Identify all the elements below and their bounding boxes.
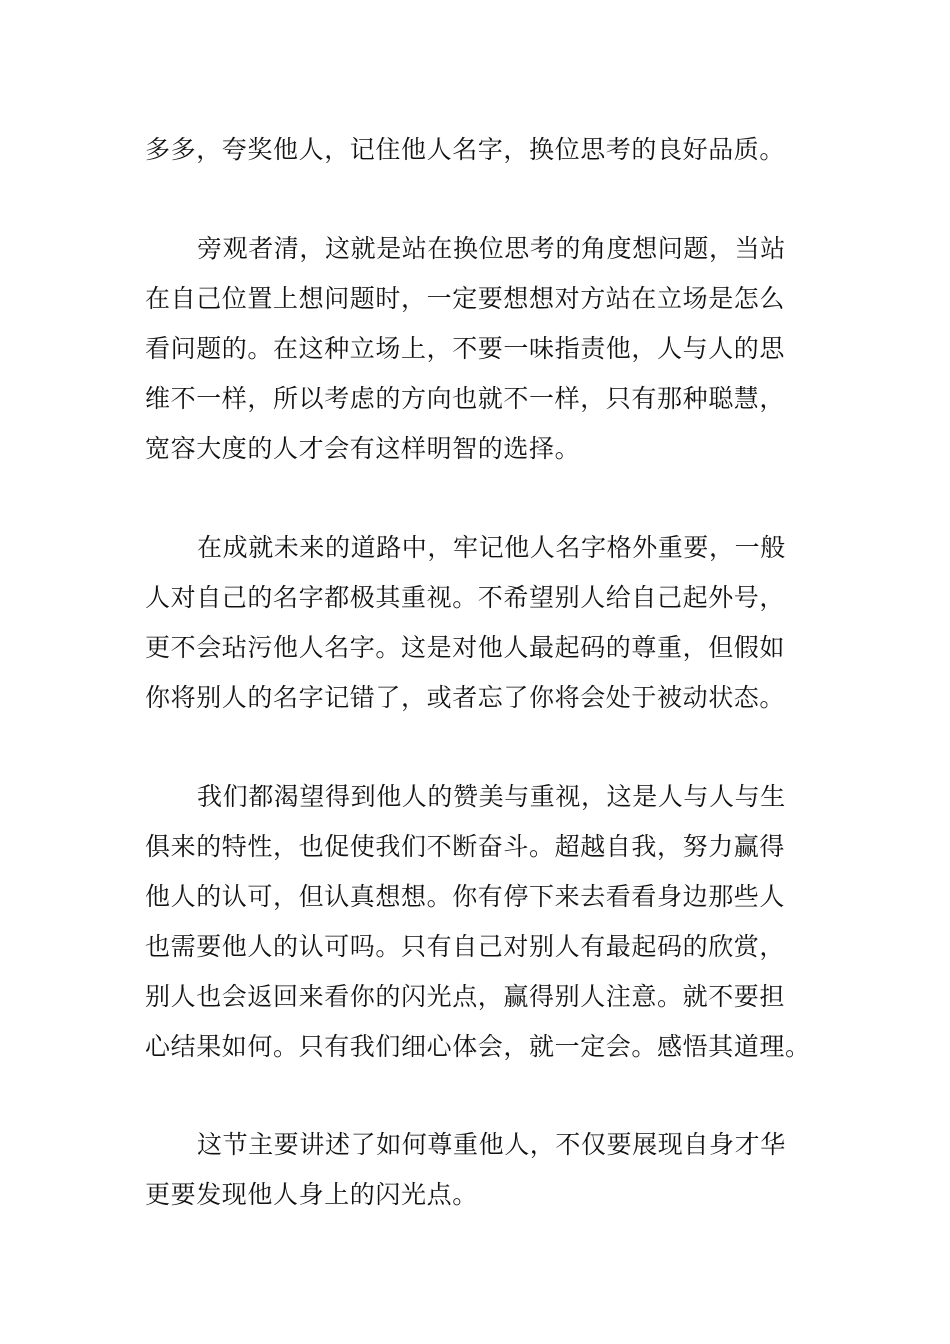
paragraph-3-line-4: 你将别人的名字记错了，或者忘了你将会处于被动状态。 — [145, 683, 786, 712]
paragraph-4-line-5: 别人也会返回来看你的闪光点，赢得别人注意。就不要担 — [145, 982, 786, 1011]
paragraph-3-line-1: 在成就未来的道路中，牢记他人名字格外重要，一般 — [197, 533, 786, 562]
paragraph-4-line-2: 俱来的特性，也促使我们不断奋斗。超越自我，努力赢得 — [145, 832, 786, 861]
paragraph-5-line-1: 这节主要讲述了如何尊重他人，不仅要展现自身才华 — [197, 1130, 786, 1159]
paragraph-3-line-2: 人对自己的名字都极其重视。不希望别人给自己起外号， — [145, 583, 786, 612]
paragraph-4-line-4: 也需要他人的认可吗。只有自己对别人有最起码的欣赏， — [145, 932, 786, 961]
paragraph-2-line-1: 旁观者清，这就是站在换位思考的角度想问题，当站 — [197, 234, 786, 263]
paragraph-2-line-3: 看问题的。在这种立场上，不要一味指责他，人与人的思 — [145, 334, 786, 363]
paragraph-4-line-6: 心结果如何。只有我们细心体会，就一定会。感悟其道理。 — [145, 1032, 811, 1061]
paragraph-5-line-2: 更要发现他人身上的闪光点。 — [145, 1180, 478, 1209]
paragraph-4-line-1: 我们都渴望得到他人的赞美与重视，这是人与人与生 — [197, 782, 786, 811]
paragraph-3-line-3: 更不会玷污他人名字。这是对他人最起码的尊重，但假如 — [145, 633, 786, 662]
paragraph-2-line-5: 宽容大度的人才会有这样明智的选择。 — [145, 434, 581, 463]
paragraph-2-line-2: 在自己位置上想问题时，一定要想想对方站在立场是怎么 — [145, 284, 786, 313]
paragraph-4-line-3: 他人的认可，但认真想想。你有停下来去看看身边那些人 — [145, 882, 786, 911]
paragraph-1-line-1: 多多，夸奖他人，记住他人名字，换位思考的良好品质。 — [145, 135, 786, 164]
paragraph-2-line-4: 维不一样，所以考虑的方向也就不一样，只有那种聪慧， — [145, 384, 786, 413]
